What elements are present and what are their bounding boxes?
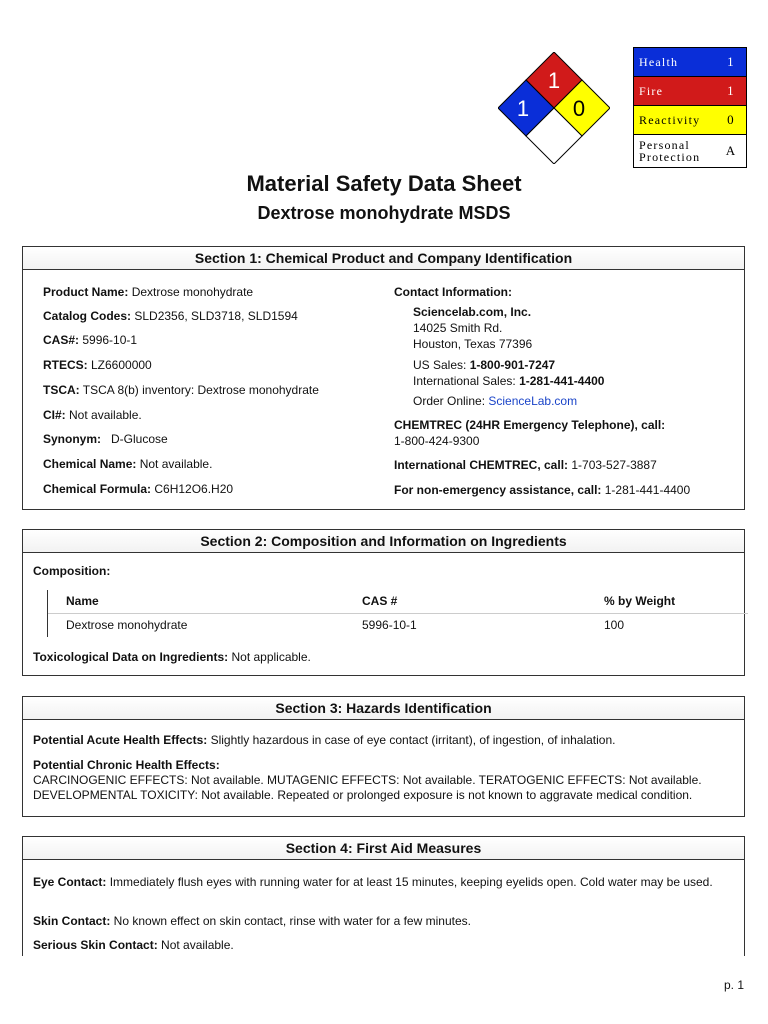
table-row [48,614,748,637]
cell-weight: 100 [604,618,625,632]
tsca-line [43,383,319,397]
composition-label-text: Composition: [33,564,111,578]
section-heading: Section 4: First Aid Measures [23,837,744,860]
field-label: RTECS: [43,358,88,372]
nonemergency-label: For non-emergency assistance, call: [394,483,602,497]
company-address-1: 14025 Smith Rd. [413,321,503,335]
chemical-name-line [43,457,212,471]
chronic-label-text: Potential Chronic Health Effects: [33,758,220,772]
field-label: Chemical Name: [43,457,137,471]
company-name [413,305,531,319]
hmis-value: 0 [727,112,735,127]
field-label: CI#: [43,408,66,422]
company-address-2: Houston, Texas 77396 [413,337,533,351]
rtecs-line [43,358,152,372]
eye-label: Eye Contact: [33,875,107,889]
section-heading: Section 3: Hazards Identification [23,697,744,720]
hmis-label: Health [639,55,679,69]
table-header-row [48,590,748,614]
chemtrec-label [394,418,665,432]
document-title: Material Safety Data Sheet [246,171,522,196]
acute-label: Potential Acute Health Effects: [33,733,208,747]
field-value: D-Glucose [101,432,168,446]
cas-line [43,333,137,347]
field-value: C6H12O6.H20 [151,482,234,496]
field-label: TSCA: [43,383,80,397]
composition-label [33,564,110,578]
order-online-line [413,394,577,408]
field-value: Not available. [136,457,213,471]
field-label: Catalog Codes: [43,309,132,323]
eye-value: Immediately flush eyes with running water for at least 15 minutes, keeping eyelids open. Cold water may be used. [106,875,713,889]
skin-contact-paragraph [33,914,734,929]
field-value: 5996-10-1 [79,333,138,347]
section-3 [22,696,745,817]
document-subtitle: Dextrose monohydrate MSDS [257,203,511,223]
section-2 [22,529,745,676]
synonym-line [43,432,168,446]
nfpa-fire-value: 1 [547,68,561,93]
contact-info-label [394,285,512,299]
eye-contact-paragraph [33,875,734,890]
acute-value: Slightly hazardous in case of eye contact (irritant), of ingestion, of inhalation. [207,733,616,747]
hmis-label: Reactivity [639,113,701,127]
intl-sales-line [413,374,604,388]
chemtrec-phone: 1-800-424-9300 [394,434,480,448]
contact-info-heading: Contact Information: [394,285,512,299]
field-label: Synonym: [43,432,102,446]
hmis-row-fire [634,77,746,106]
hmis-value: 1 [727,54,735,69]
field-label: Product Name: [43,285,129,299]
skin-value: No known effect on skin contact, rinse with water for a few minutes. [110,914,471,928]
us-sales-label: US Sales: [413,358,470,372]
tox-label: Toxicological Data on Ingredients: [33,650,229,664]
catalog-codes-line [43,309,298,323]
cell-name: Dextrose monohydrate [66,618,188,632]
column-header-cas: CAS # [362,594,398,608]
hmis-label: Fire [639,84,664,98]
us-sales-phone: 1-800-901-7247 [469,358,556,372]
section-heading: Section 1: Chemical Product and Company Identification [23,247,744,270]
skin-label: Skin Contact: [33,914,111,928]
composition-table [47,590,748,637]
toxicological-data-line [33,650,311,664]
field-label: CAS#: [43,333,80,347]
field-value: Not available. [65,408,142,422]
serious-skin-contact-paragraph [33,938,734,953]
page-number: p. 1 [723,978,744,992]
intl-chemtrec-label: International CHEMTREC, call: [394,458,569,472]
tox-value: Not applicable. [228,650,311,664]
nfpa-hazard-diamond [498,52,610,164]
hmis-rating-table [633,47,747,168]
intl-sales-label: International Sales: [413,374,520,388]
chemical-formula-line [43,482,233,496]
hmis-row-reactivity [634,106,746,135]
hmis-value: A [725,143,737,158]
cell-cas: 5996-10-1 [362,618,417,632]
chronic-effects-label [33,758,734,773]
ci-line [43,408,142,422]
nfpa-reactivity-value: 0 [572,96,586,121]
hmis-row-health [634,48,746,77]
hmis-row-personal-protection [634,135,746,167]
us-sales-line [413,358,555,372]
column-header-name: Name [66,594,99,608]
section-1 [22,246,745,510]
acute-effects-paragraph [33,733,734,748]
field-value: Dextrose monohydrate [128,285,254,299]
order-online-label: Order Online: [413,394,489,408]
intl-chemtrec-phone: 1-703-527-3887 [568,458,657,472]
hmis-label: Personal Protection [639,138,701,164]
hmis-value: 1 [727,83,735,98]
chronic-effects-paragraph: CARCINOGENIC EFFECTS: Not available. MUTAGENIC EFFECTS: Not available. TERATOGENIC EFFECTS: Not available. DEVELOPMENTAL TOXICITY: Not available. Repeated or prolonged exposure is not known to aggravate medical condition. [33,773,702,802]
section-heading: Section 2: Composition and Information on Ingredients [23,530,744,553]
field-value: TSCA 8(b) inventory: Dextrose monohydrate [79,383,319,397]
serious-value: Not available. [157,938,234,952]
field-value: SLD2356, SLD3718, SLD1594 [131,309,298,323]
nonemergency-line [394,483,690,497]
chemtrec-label-text: CHEMTREC (24HR Emergency Telephone), call: [394,418,666,432]
nonemergency-phone: 1-281-441-4400 [601,483,691,497]
field-value: LZ6600000 [87,358,152,372]
intl-chemtrec-line [394,458,657,472]
section-4 [22,836,745,956]
product-name-line [43,285,253,299]
serious-label: Serious Skin Contact: [33,938,158,952]
nfpa-health-value: 1 [516,96,530,121]
company-name-text: Sciencelab.com, Inc. [413,305,532,319]
sciencelab-link[interactable]: ScienceLab.com [488,394,578,408]
intl-sales-phone: 1-281-441-4400 [519,374,605,388]
column-header-weight: % by Weight [604,594,676,608]
field-label: Chemical Formula: [43,482,152,496]
